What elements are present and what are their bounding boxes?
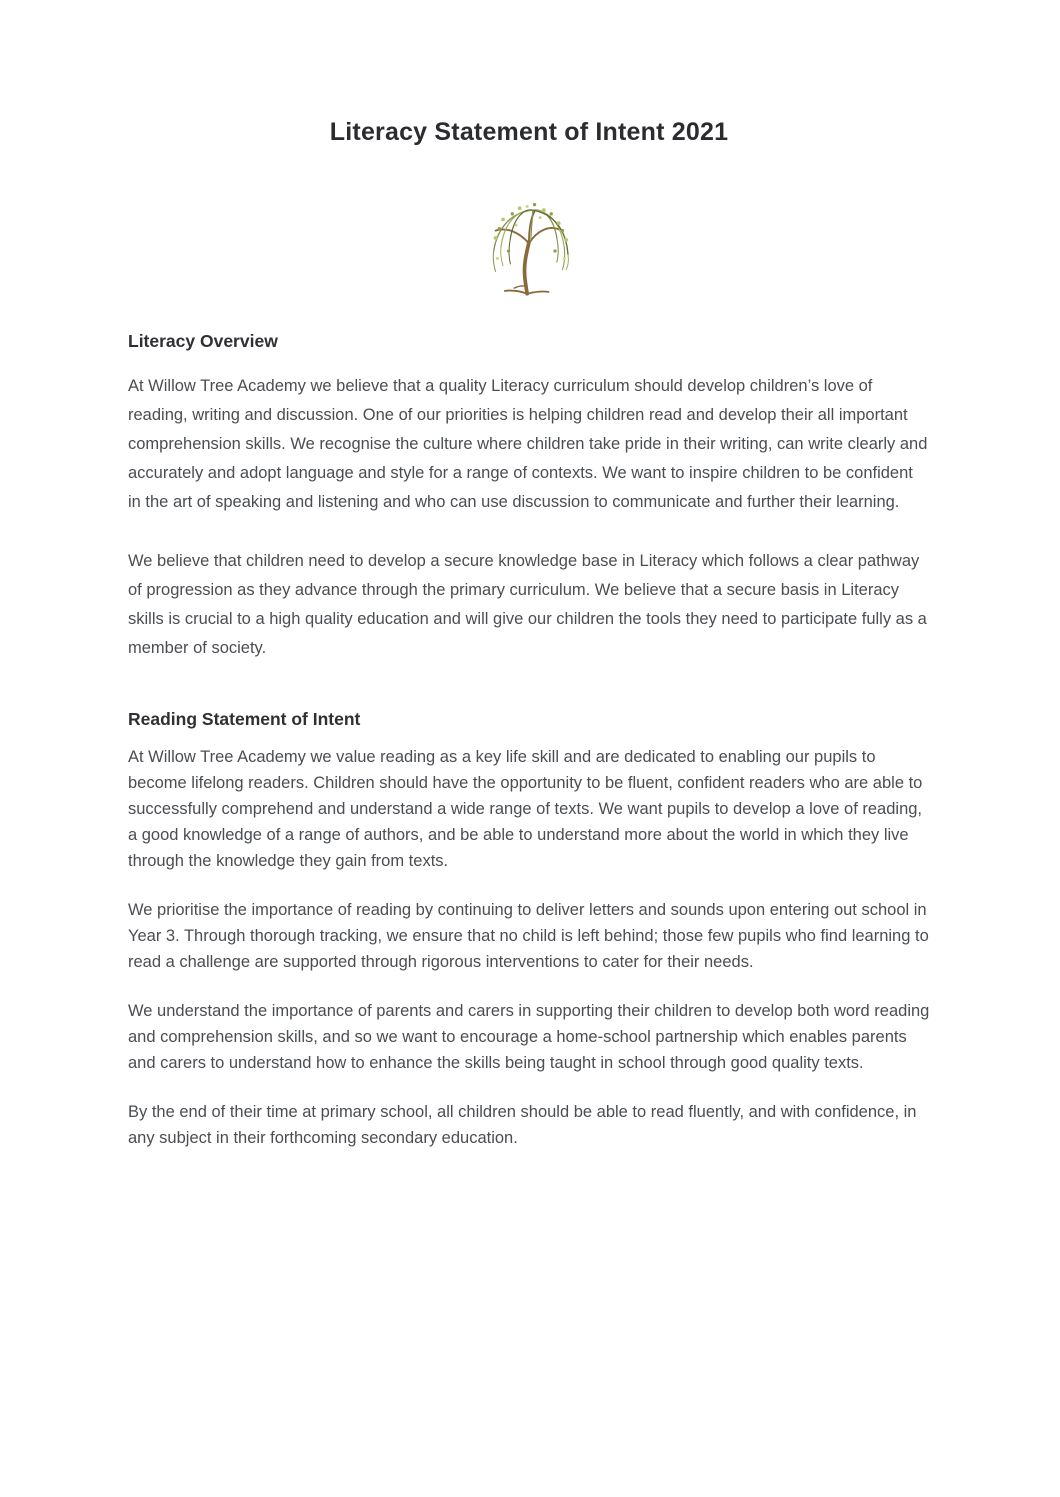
paragraph-reading-statement-2: We prioritise the importance of reading by continuing to deliver letters and sounds upon entering out school in Year 3. Through thorough tracking, we ensure that no child is left behind; those few pupils who find learning to read a challenge are supported through rigorous interventions to cater for their needs.: [128, 901, 929, 971]
section-heading-literacy-overview: Literacy Overview: [128, 331, 278, 351]
willow-tree-illustration: [128, 173, 930, 305]
paragraph-reading-statement-3: We understand the importance of parents and carers in supporting their children to develop both word reading and comprehension skills, and so we want to encourage a home-school partnership which enables parents and carers to understand how to enhance the skills being taught in school through good quality texts.: [128, 1002, 930, 1072]
section-heading-reading-statement: Reading Statement of Intent: [128, 709, 361, 729]
section-literacy-overview: [128, 331, 930, 663]
paragraph-literacy-overview-1: At Willow Tree Academy we believe that a quality Literacy curriculum should develop children’s love of reading, writing and discussion. One of our priorities is helping children read and develop their all important comprehension skills. We recognise the culture where children take pride in their writing, can write clearly and accurately and adopt language and style for a range of contexts. We want to inspire children to be confident in the art of speaking and listening and who can use discussion to communicate and further their learning.: [128, 377, 928, 511]
willow-tree-icon: [454, 173, 604, 303]
page-title: Literacy Statement of Intent 2021: [329, 118, 729, 146]
paragraph-reading-statement-4: By the end of their time at primary school, all children should be able to read fluently, and with confidence, in any subject in their forthcoming secondary education.: [128, 1103, 917, 1147]
paragraph-literacy-overview-2: We believe that children need to develop a secure knowledge base in Literacy which follows a clear pathway of progression as they advance through the primary curriculum. We believe that a secure basis in Literacy skills is crucial to a high quality education and will give our children the tools they need to participate fully as a member of society.: [128, 552, 927, 657]
paragraph-reading-statement-1: At Willow Tree Academy we value reading as a key life skill and are dedicated to enabling our pupils to become lifelong readers. Children should have the opportunity to be fluent, confident readers who are able to successfully comprehend and understand a wide range of texts. We want pupils to develop a love of reading, a good knowledge of a range of authors, and be able to understand more about the world in which they live through the knowledge they gain from texts.: [128, 748, 923, 870]
section-reading-statement: [128, 709, 930, 1151]
